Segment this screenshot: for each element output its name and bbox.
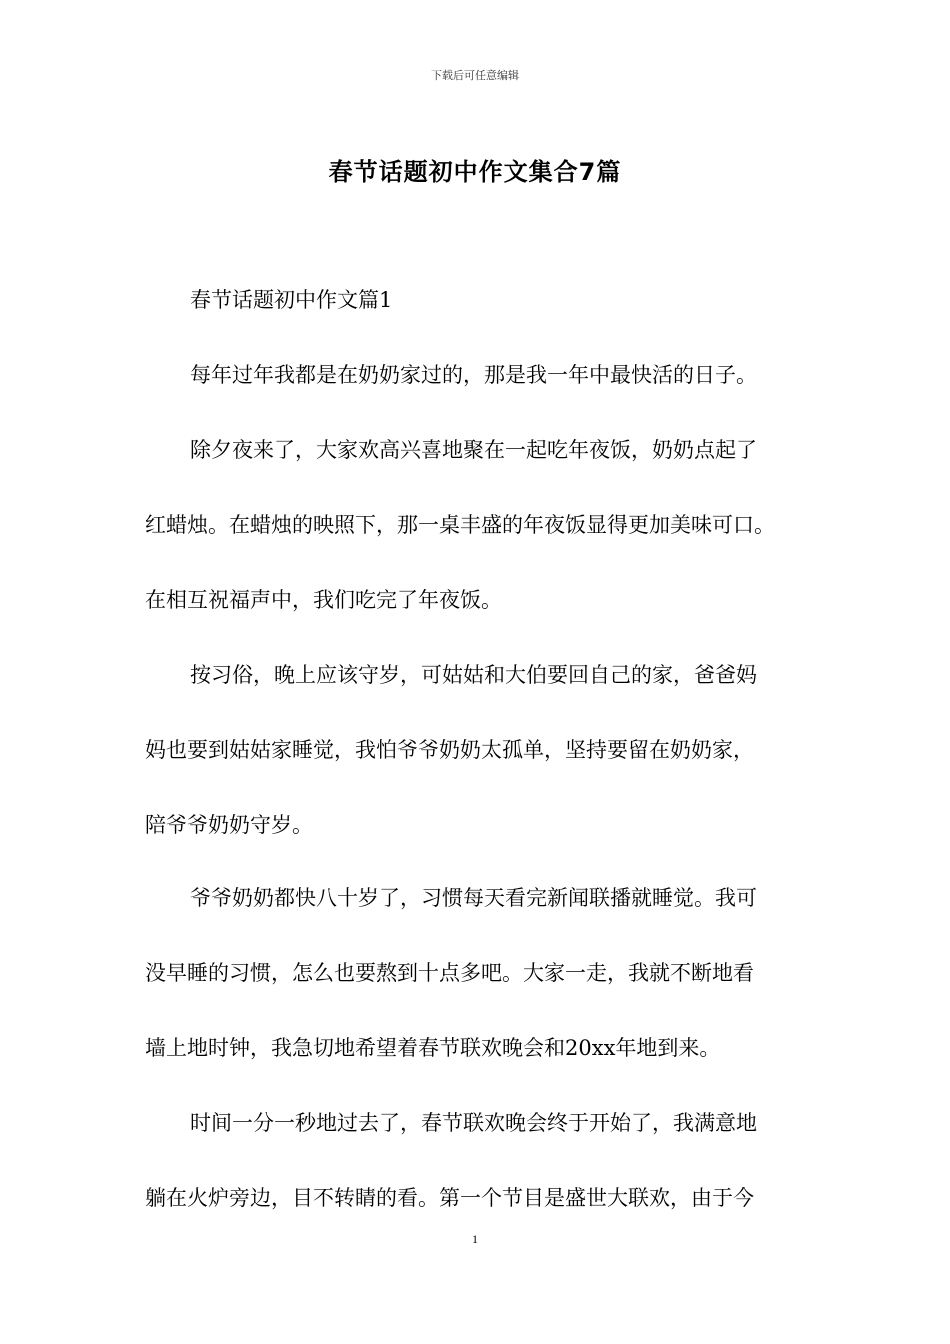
paragraph-line: 除夕夜来了，大家欢高兴喜地聚在一起吃年夜饭，奶奶点起了	[190, 438, 757, 462]
paragraph-line: 红蜡烛。在蜡烛的映照下，那一桌丰盛的年夜饭显得更加美味可口。	[145, 513, 775, 537]
paragraph-line: 按习俗，晚上应该守岁，可姑姑和大伯要回自己的家，爸爸妈	[190, 663, 757, 687]
document-title: 春节话题初中作文集合7篇	[328, 158, 622, 186]
page-number: 1	[472, 1232, 478, 1246]
section-heading: 春节话题初中作文篇1	[190, 288, 393, 312]
paragraph-line: 陪爷爷奶奶守岁。	[145, 813, 313, 837]
paragraph-line: 爷爷奶奶都快八十岁了，习惯每天看完新闻联播就睡觉。我可	[190, 886, 757, 910]
paragraph-line: 没早睡的习惯，怎么也要熬到十点多吧。大家一走，我就不断地看	[145, 961, 754, 985]
paragraph-line: 时间一分一秒地过去了，春节联欢晚会终于开始了，我满意地	[190, 1111, 757, 1135]
paragraph-line: 在相互祝福声中，我们吃完了年夜饭。	[145, 588, 502, 612]
paragraph-line: 躺在火炉旁边，目不转睛的看。第一个节目是盛世大联欢，由于今	[145, 1186, 754, 1210]
paragraph-line: 妈也要到姑姑家睡觉，我怕爷爷奶奶太孤单，坚持要留在奶奶家，	[145, 738, 754, 762]
paragraph-line: 墙上地时钟，我急切地希望着春节联欢晚会和20xx年地到来。	[145, 1036, 721, 1060]
header-note: 下载后可任意编辑	[431, 69, 519, 82]
paragraph-line: 每年过年我都是在奶奶家过的，那是我一年中最快活的日子。	[190, 363, 757, 387]
